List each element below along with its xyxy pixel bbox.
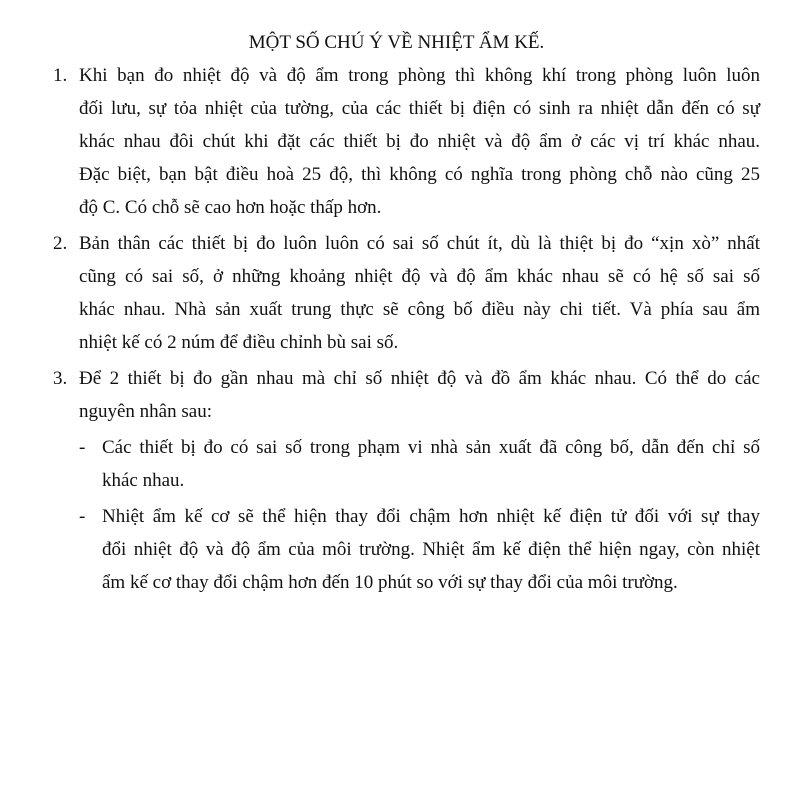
list-number: 2. xyxy=(53,233,68,254)
bullet-dash: - xyxy=(79,506,86,527)
text-line: Bản thân các thiết bị đo luôn luôn có sai số chút ít, dù là thiệt bị đo “xịn xò” nhất xyxy=(79,233,760,254)
bullet-item-2 xyxy=(0,500,793,599)
text-line: nhiệt kế có 2 núm để điều chỉnh bù sai số. xyxy=(79,332,399,353)
list-item-1 xyxy=(0,59,793,224)
text-line: cũng có sai số, ở những khoảng nhiệt độ và độ ẩm khác nhau sẽ có hệ số sai số xyxy=(79,266,760,287)
list-item-3 xyxy=(0,362,793,428)
list-item-2 xyxy=(0,227,793,359)
text-line: Các thiết bị đo có sai số trong phạm vi nhà sản xuất đã công bố, dẫn đến chỉ số xyxy=(102,437,760,458)
text-line: Khi bạn đo nhiệt độ và độ ẩm trong phòng thì không khí trong phòng luôn luôn xyxy=(79,65,760,86)
text-line: khác nhau đôi chút khi đặt các thiết bị đo nhiệt và độ ẩm ở các vị trí khác nhau. xyxy=(79,131,760,152)
text-line: đối lưu, sự tỏa nhiệt của tường, của các thiết bị điện có sinh ra nhiệt dẫn đến có sự xyxy=(79,98,760,119)
list-number: 1. xyxy=(53,65,68,86)
text-line: Để 2 thiết bị đo gần nhau mà chỉ số nhiệt độ và đồ ẩm khác nhau. Có thể do các xyxy=(79,368,760,389)
text-line: ẩm kế cơ thay đổi chậm hơn đến 10 phút so với sự thay đổi của môi trường. xyxy=(102,572,678,593)
text-line: nguyên nhân sau: xyxy=(79,401,212,422)
text-line: khác nhau. Nhà sản xuất trung thực sẽ công bố điều này chi tiết. Và phía sau ẩm xyxy=(79,299,760,320)
text-line: Đặc biệt, bạn bật điều hoà 25 độ, thì không có nghĩa trong phòng chỗ nào cũng 25 xyxy=(79,164,760,185)
text-line: độ C. Có chỗ sẽ cao hơn hoặc thấp hơn. xyxy=(79,197,382,218)
document-body xyxy=(0,59,793,599)
text-line: Nhiệt ẩm kế cơ sẽ thể hiện thay đổi chậm hơn nhiệt kế điện tử đối với sự thay xyxy=(102,506,760,527)
text-line: đổi nhiệt độ và độ ẩm của môi trường. Nhiệt ẩm kế điện thể hiện ngay, còn nhiệt xyxy=(102,539,760,560)
bullet-item-1 xyxy=(0,431,793,497)
document-title: MỘT SỐ CHÚ Ý VỀ NHIỆT ẨM KẾ. xyxy=(248,32,545,53)
bullet-dash: - xyxy=(79,437,86,458)
list-number: 3. xyxy=(53,368,68,389)
text-line: khác nhau. xyxy=(102,470,185,491)
